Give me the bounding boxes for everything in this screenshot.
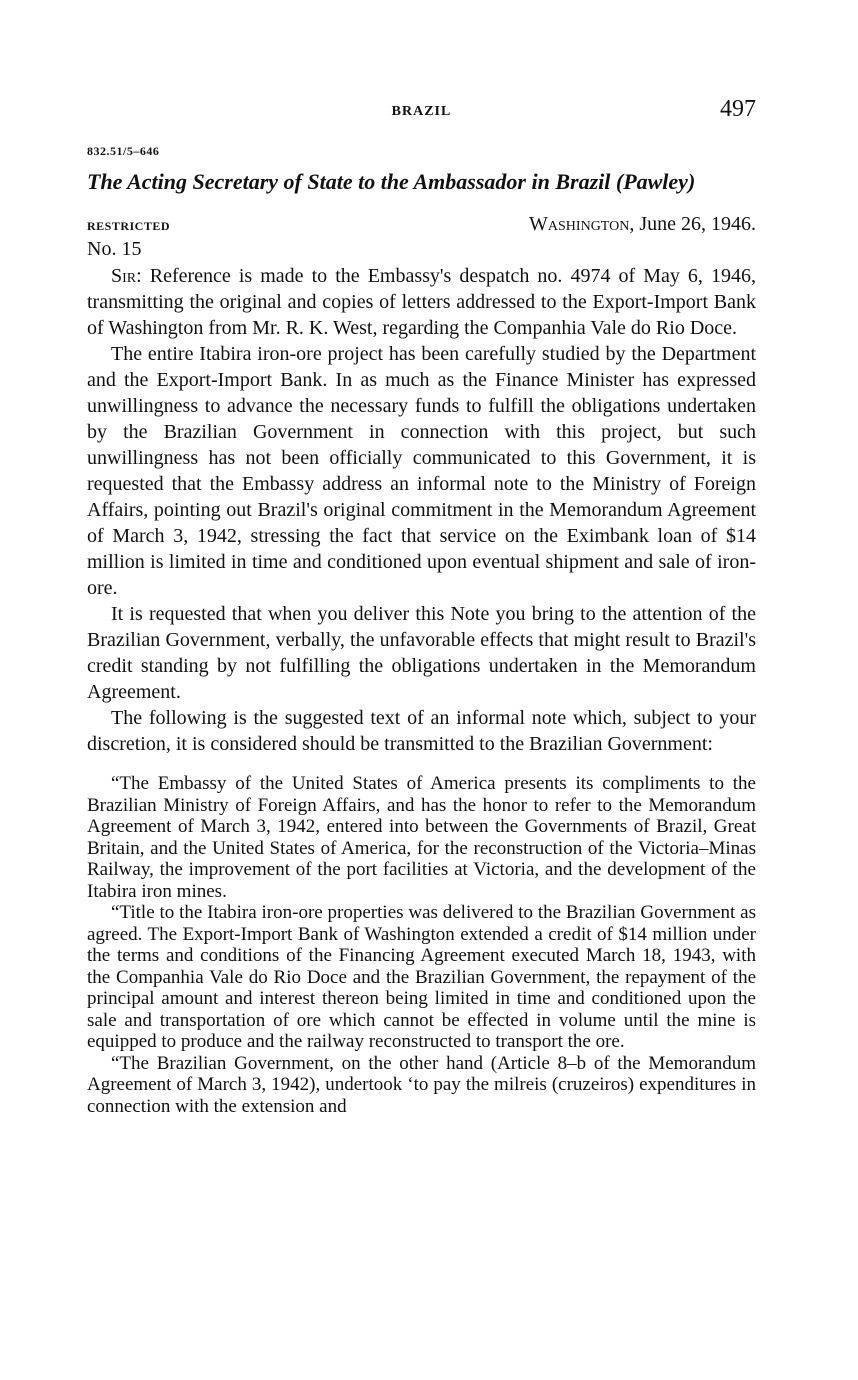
title-name: Pawley (623, 169, 688, 194)
quoted-paragraph-1: “The Embassy of the United States of America presents its compliments to the Brazilian Ministry of Foreign Affairs, and has the honor to refer to the Memorandum Agreement of March 3, 1942, entered into between the Governments of Brazil, Great Britain, and the United States of America, for the reconstruction of the Victoria–Minas Railway, the improvement of the port facilities at Victoria, and the development of the Itabira iron mines. (87, 773, 756, 902)
body-paragraph-3: It is requested that when you deliver this Note you bring to the attention of the Brazilian Government, verbally, the unfavorable effects that might result to Brazil's credit standing by not fulfilling the obligations undertaken in the Memorandum Agreement. (87, 603, 756, 703)
salutation: Sir: (111, 265, 142, 287)
dateline-date: June 26, 1946. (634, 213, 756, 235)
document-number: No. 15 (87, 238, 142, 260)
dateline-place: Washington, (529, 213, 635, 235)
classification-row (87, 213, 756, 237)
body-paragraph-4: The following is the suggested text of an informal note which, subject to your discretion, it is considered should be transmitted to the Brazilian Government: (87, 707, 756, 755)
title-suffix: ) (687, 169, 696, 194)
file-number: 832.51/5–646 (87, 144, 160, 158)
document-title (87, 169, 756, 195)
quoted-paragraph-2: “Title to the Itabira iron-ore properties was delivered to the Brazilian Government as agreed. The Export-Import Bank of Washington extended a credit of $14 million under the terms and conditions of the Financing Agreement executed March 18, 1943, with the Companhia Vale do Rio Doce and the Brazilian Government, the repayment of the principal amount and interest thereon being limited in time and conditioned upon the sale and transportation of ore which cannot be effected in volume until the mine is equipped to produce and the railway reconstructed to transport the ore. (87, 902, 756, 1052)
body-paragraph-1 (87, 263, 756, 341)
running-title: BRAZIL (391, 104, 452, 119)
running-header (87, 92, 756, 126)
page-number: 497 (720, 96, 756, 122)
document-page (87, 92, 756, 1117)
paragraph-1-text: Reference is made to the Embassy's despatch no. 4974 of May 6, 1946, transmitting the original and copies of letters addressed to the Export-Import Bank of Washington from Mr. R. K. West, regarding the Companhia Vale do Rio Doce. (87, 265, 756, 339)
quoted-paragraph-3: “The Brazilian Government, on the other hand (Article 8–b of the Memorandum Agreement of March 3, 1942), undertook ‘to pay the milreis (cruzeiros) expenditures in connection with the extension and (87, 1052, 756, 1117)
dateline (529, 213, 756, 236)
title-prefix: The Acting Secretary of State to the Ambassador in Brazil ( (87, 169, 624, 194)
quoted-note (87, 773, 756, 1117)
body-paragraph-2: The entire Itabira iron-ore project has been carefully studied by the Department and the Export-Import Bank. In as much as the Finance Minister has expressed unwillingness to advance the necessary funds to fulfill the obligations undertaken by the Brazilian Government in connection with this project, but such unwillingness has not been officially communicated to this Government, it is requested that the Embassy address an informal note to the Ministry of Foreign Affairs, pointing out Brazil's original commitment in the Memorandum Agreement of March 3, 1942, stressing the fact that service on the Eximbank loan of $14 million is limited in time and conditioned upon eventual shipment and sale of iron-ore. (87, 343, 756, 599)
classification-label: RESTRICTED (87, 219, 171, 233)
